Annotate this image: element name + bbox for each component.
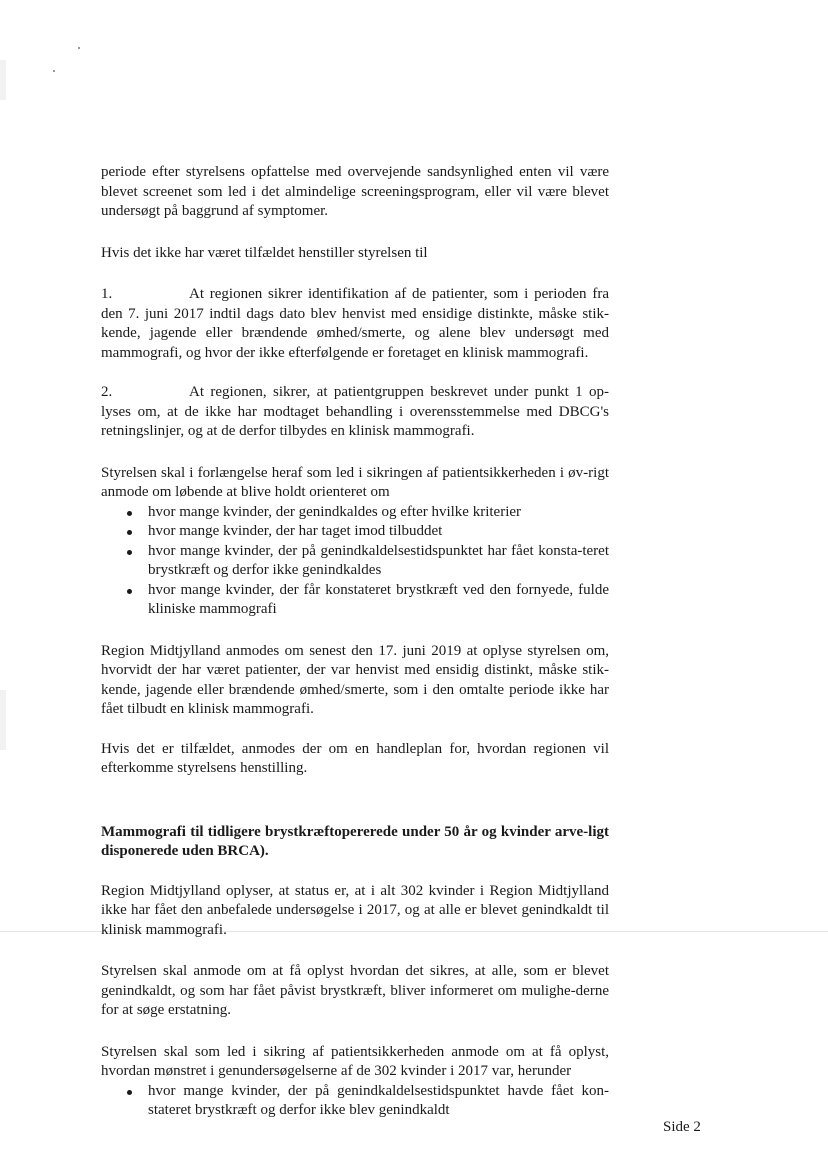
page-number: Side 2 (663, 1119, 701, 1135)
bullet-icon (127, 530, 132, 535)
bullet-icon (127, 511, 132, 516)
bullet-icon (127, 1090, 132, 1095)
bullet-list-reporting (101, 503, 609, 620)
bullet-icon (127, 589, 132, 594)
paragraph-deadline-request: Region Midtjylland anmodes om senest den 17. juni 2019 at oplyse styrelsen om, hvorvidt der har været patienter, der var henvist med ensidig distinkt, måske stik-kende, jagende eller brændende ømhed/smerte, som i den omtalte periode ikke har fået tilbudt en klinisk mammografi. (101, 642, 609, 717)
bullet-item: hvor mange kvinder, der genindkaldes og efter hvilke kriterier (101, 503, 609, 523)
numbered-item-2 (101, 383, 609, 442)
bullet-icon (127, 550, 132, 555)
item-text: At regionen, sikrer, at patientgruppen beskrevet under punkt 1 op-lyses om, at de ikke har modtaget behandling i overensstemmelse med DBCG's retningslinjer, og at de derfor tilbydes en klinisk mammografi. (101, 384, 609, 439)
item-number: 2. (101, 384, 113, 400)
scan-edge-mark (0, 690, 6, 750)
scan-edge-mark (0, 60, 6, 100)
scan-speck (53, 70, 55, 72)
bullet-item: hvor mange kvinder, der på genindkaldelsestidspunktet har fået konsta-teret brystkræft og derfor ikke genindkaldes (101, 542, 609, 581)
item-text: At regionen sikrer identifikation af de patienter, som i perioden fra den 7. juni 2017 indtil dags dato blev henvist med ensidige distinkte, måske stik-kende, jagende eller brændende ømhed/smerte, og alene blev undersøgt med mammografi, og hvor der ikke efterfølgende er foretaget en klinisk mammografi. (101, 286, 609, 361)
paragraph-screening-context: periode efter styrelsens opfattelse med overvejende sandsynlighed enten vil være blevet screenet som led i det almindelige screeningsprogram, eller vil være blevet undersøgt på baggrund af symptomer. (101, 164, 609, 219)
bullet-item: hvor mange kvinder, der har taget imod tilbuddet (101, 522, 609, 542)
bullet-item: hvor mange kvinder, der på genindkaldelsestidspunktet havde fået kon-stateret brystkræft og derfor ikke blev genindkaldt (101, 1082, 609, 1121)
scan-speck (78, 47, 80, 49)
letter-body (101, 163, 609, 1121)
section-heading: Mammografi til tidligere brystkræftopererede under 50 år og kvinder arve-ligt disponerede uden BRCA). (101, 823, 609, 859)
paragraph-pattern-request: Styrelsen skal som led i sikring af patientsikkerheden anmode om at få oplyst, hvordan mønstret i genundersøgelserne af de 302 kvinder i 2017 var, herunder (101, 1043, 609, 1079)
bullet-item: hvor mange kvinder, der får konstateret brystkræft ved den fornyede, fulde kliniske mammografi (101, 581, 609, 620)
item-number: 1. (101, 286, 113, 302)
bullet-list-pattern (101, 1082, 609, 1121)
paragraph-region-status: Region Midtjylland oplyser, at status er, at i alt 302 kvinder i Region Midtjylland ikke har fået den anbefalede undersøgelse i 2017, og at alle er blevet genindkaldt til klinisk mammografi. (101, 882, 609, 938)
numbered-item-1 (101, 285, 609, 363)
paragraph-action-plan: Hvis det er tilfældet, anmodes der om en handleplan for, hvordan regionen vil efterkomme styrelsens henstilling. (101, 740, 609, 776)
paragraph-reporting-request: Styrelsen skal i forlængelse heraf som led i sikringen af patientsikkerheden i øv-rigt anmode om løbende at blive holdt orienteret om (101, 464, 609, 500)
paragraph-compensation-info: Styrelsen skal anmode om at få oplyst hvordan det sikres, at alle, som er blevet genindkaldt, og som har fået påvist brystkræft, bliver informeret om mulighe-derne for at søge erstatning. (101, 963, 609, 1018)
paragraph-recommendation-intro: Hvis det ikke har været tilfældet henstiller styrelsen til (101, 244, 428, 261)
